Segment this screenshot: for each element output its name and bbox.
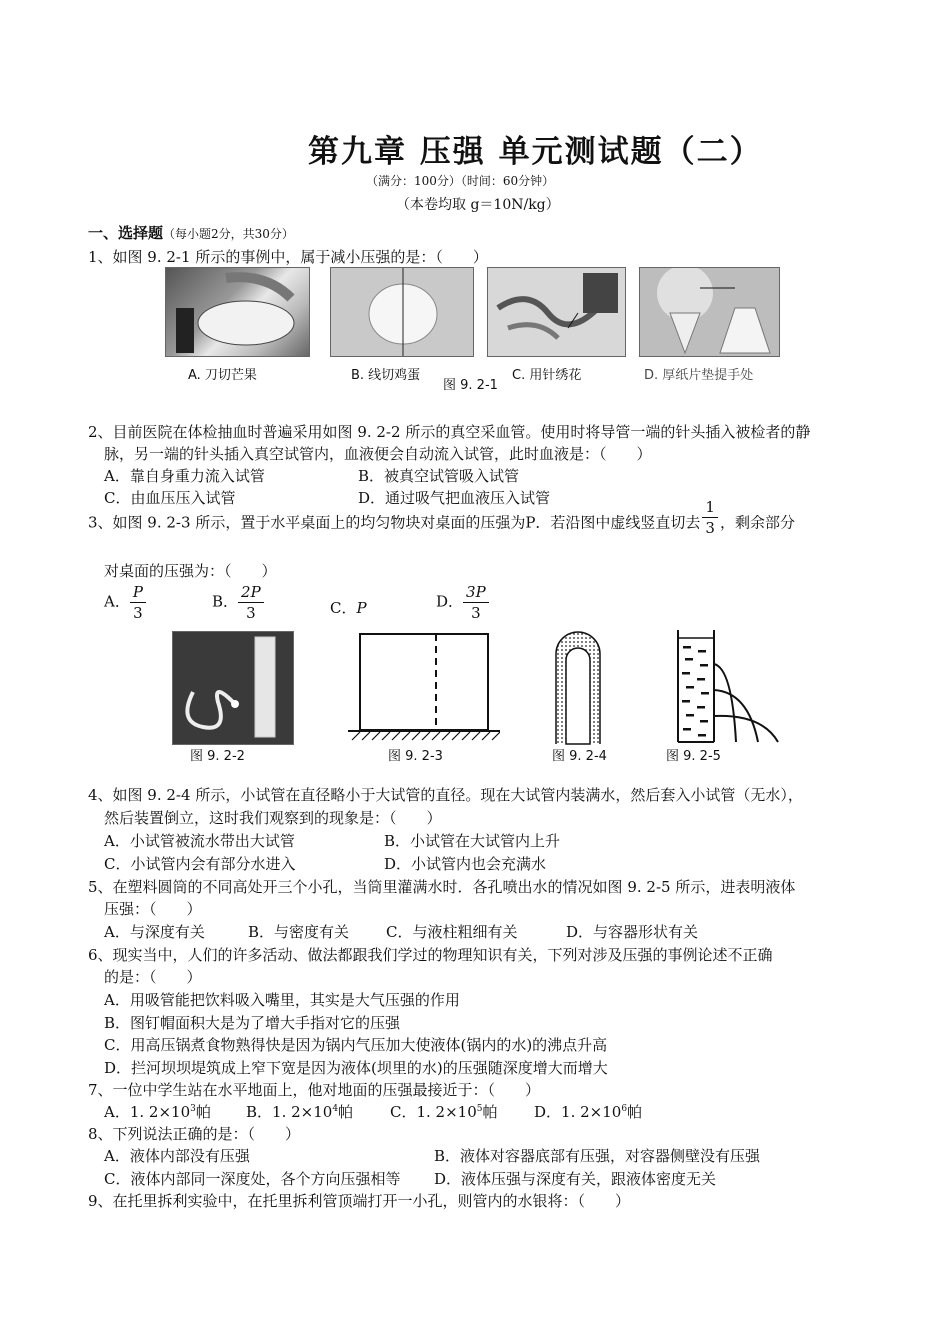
label-c: C. 用针绣花 [512,368,582,383]
q3-a-den: 3 [133,604,143,622]
figure-9-2-1-caption: 图 9. 2-1 [443,378,498,393]
q7-a-exp: 3 [190,1104,196,1114]
question-5-line1: 5、在塑料圆筒的不同高处开三个小孔，当筒里灌满水时．各孔喷出水的情况如图 9. 2-5 所示，进表明液体 [88,878,796,896]
label-d: D. 厚纸片垫提手处 [644,368,754,383]
q5-option-c: C．与液柱粗细有关 [386,923,518,941]
q4-option-c: C．小试管内会有部分水进入 [104,855,296,873]
q3-c-label: C． [330,599,357,617]
question-5-line2: 压强：（ ） [104,900,202,918]
q8-option-b: B．液体对容器底部有压强，对容器侧壁没有压强 [434,1147,761,1165]
q7-b-exp: 4 [332,1104,339,1114]
gravity-note: （本卷均取 g＝10N/kg） [396,197,560,213]
photo-thread-egg [330,267,474,357]
q3-fraction [702,497,718,538]
section-heading [88,222,294,243]
photo-cardboard-handle [639,267,780,357]
q3-b-den: 3 [246,604,256,622]
q3-text-b: ，剩余部分 [719,513,795,532]
photo-knife-mango [165,267,310,357]
q3-b-label: B． [212,592,239,611]
q7-a-unit: 帕 [195,1103,211,1121]
q3-text-a: 3、如图 9. 2-3 所示，置于水平桌面上的均匀物块对桌面的压强为P．若沿图中虚线竖直切去 [88,513,701,532]
q7-d-unit: 帕 [627,1103,643,1121]
photo-needle-embroidery [487,267,626,357]
q7-b-base: B．1. 2×10 [246,1103,333,1121]
figure-9-2-4-caption: 图 9. 2-4 [552,749,607,764]
q4-option-a: A．小试管被流水带出大试管 [104,832,295,850]
q3-option-b [212,582,264,623]
q7-b-unit: 帕 [338,1103,354,1121]
question-9: 9、在托里拆利实验中，在托里拆利管顶端打开一小孔，则管内的水银将：（ ） [88,1192,631,1210]
question-2-line2: 脉，另一端的针头插入真空试管内，血液便会自动流入试管，此时血液是：（ ） [104,445,652,463]
section-info: （每小题2分，共30分） [163,227,294,241]
bag-illustration [640,268,779,356]
q3-frac-den: 3 [705,519,715,537]
embroidery-illustration [488,268,625,356]
q7-a-base: A．1. 2×10 [104,1103,191,1121]
q7-c-base: C．1. 2×10 [390,1103,477,1121]
q7-d-base: D．1. 2×10 [534,1103,622,1121]
q6-option-b: B．图钉帽面积大是为了增大手指对它的压强 [104,1014,401,1032]
q3-option-a [104,582,146,623]
label-b: B. 线切鸡蛋 [351,368,421,383]
blood-tube-illustration [173,632,293,744]
q7-c-exp: 5 [476,1104,483,1114]
question-6-line2: 的是：（ ） [104,968,202,986]
q6-option-d: D．拦河坝坝堤筑成上窄下宽是因为液体(坝里的水)的压强随深度增大而增大 [104,1059,608,1077]
figure-9-2-5-cylinder [670,630,782,745]
label-a: A. 刀切芒果 [188,368,257,383]
egg-illustration [331,268,473,356]
q5-option-b: B．与密度有关 [248,923,350,941]
figure-9-2-3-caption: 图 9. 2-3 [388,749,443,764]
page-title: 第九章 压强 单元测试题（二） [308,134,763,170]
q2-option-b: B．被真空试管吸入试管 [358,467,520,485]
q3-a-frac [130,582,146,623]
question-7: 7、一位中学生站在水平地面上，他对地面的压强最接近于：（ ） [88,1081,541,1099]
q7-option-c [390,1101,498,1122]
section-title: 一、选择题 [88,224,164,242]
q2-option-c: C．由血压压入试管 [104,489,236,507]
q5-option-a: A．与深度有关 [104,923,205,941]
question-4-line1: 4、如图 9. 2-4 所示，小试管在直径略小于大试管的直径。现在大试管内装满水，然后套入小试管（无水）， [88,786,803,804]
q6-option-a: A．用吸管能把饮料吸入嘴里，其实是大气压强的作用 [104,991,460,1009]
figure-9-2-2-photo [172,631,294,745]
q7-option-b [246,1101,353,1122]
question-2-line1: 2、目前医院在体检抽血时普遍采用如图 9. 2-2 所示的真空采血管。使用时将导管一端的针头插入被检者的静 [88,423,811,441]
q3-d-frac [463,582,489,623]
q7-option-d [534,1101,642,1122]
q3-a-num: P [130,582,146,603]
question-8: 8、下列说法正确的是：（ ） [88,1125,301,1143]
q3-a-label: A． [104,592,130,611]
q3-c-value: P [356,599,367,617]
q3-b-frac [238,582,264,623]
figure-9-2-2-caption: 图 9. 2-2 [190,749,245,764]
q3-d-num: 3P [463,582,489,603]
q8-option-c: C．液体内部同一深度处，各个方向压强相等 [104,1170,401,1188]
question-4-line2: 然后装置倒立，这时我们观察到的现象是：（ ） [104,809,442,827]
q2-option-d: D．通过吸气把血液压入试管 [358,489,551,507]
q7-option-a [104,1101,211,1122]
figure-9-2-3-block [348,632,500,744]
q3-option-c [330,597,367,618]
q8-option-a: A．液体内部没有压强 [104,1147,250,1165]
q3-d-label: D． [436,592,464,611]
q5-option-d: D．与容器形状有关 [566,923,699,941]
q2-option-a: A．靠自身重力流入试管 [104,467,265,485]
q4-option-d: D．小试管内也会充满水 [384,855,547,873]
q4-option-b: B．小试管在大试管内上升 [384,832,561,850]
exam-meta: （满分：100分）（时间：60分钟） [366,174,555,188]
q6-option-c: C．用高压锅煮食物熟得快是因为锅内气压加大使液体(锅内的水)的沸点升高 [104,1036,608,1054]
figure-9-2-5-caption: 图 9. 2-5 [666,749,721,764]
q8-option-d: D．液体压强与深度有关，跟液体密度无关 [434,1170,717,1188]
q7-d-exp: 6 [621,1104,628,1114]
question-3-line2: 对桌面的压强为：（ ） [104,562,277,580]
q3-b-num: 2P [238,582,264,603]
figure-9-2-4-test-tubes [552,628,604,746]
q3-frac-num: 1 [702,497,718,518]
question-1: 1、如图 9. 2-1 所示的事例中，属于减小压强的是：（ ） [88,248,488,266]
mango-illustration [166,268,309,356]
question-6-line1: 6、现实当中，人们的许多活动、做法都跟我们学过的物理知识有关，下列对涉及压强的事例论述不正确 [88,946,773,964]
q3-d-den: 3 [471,604,481,622]
q3-option-d [436,582,489,623]
q7-c-unit: 帕 [482,1103,498,1121]
